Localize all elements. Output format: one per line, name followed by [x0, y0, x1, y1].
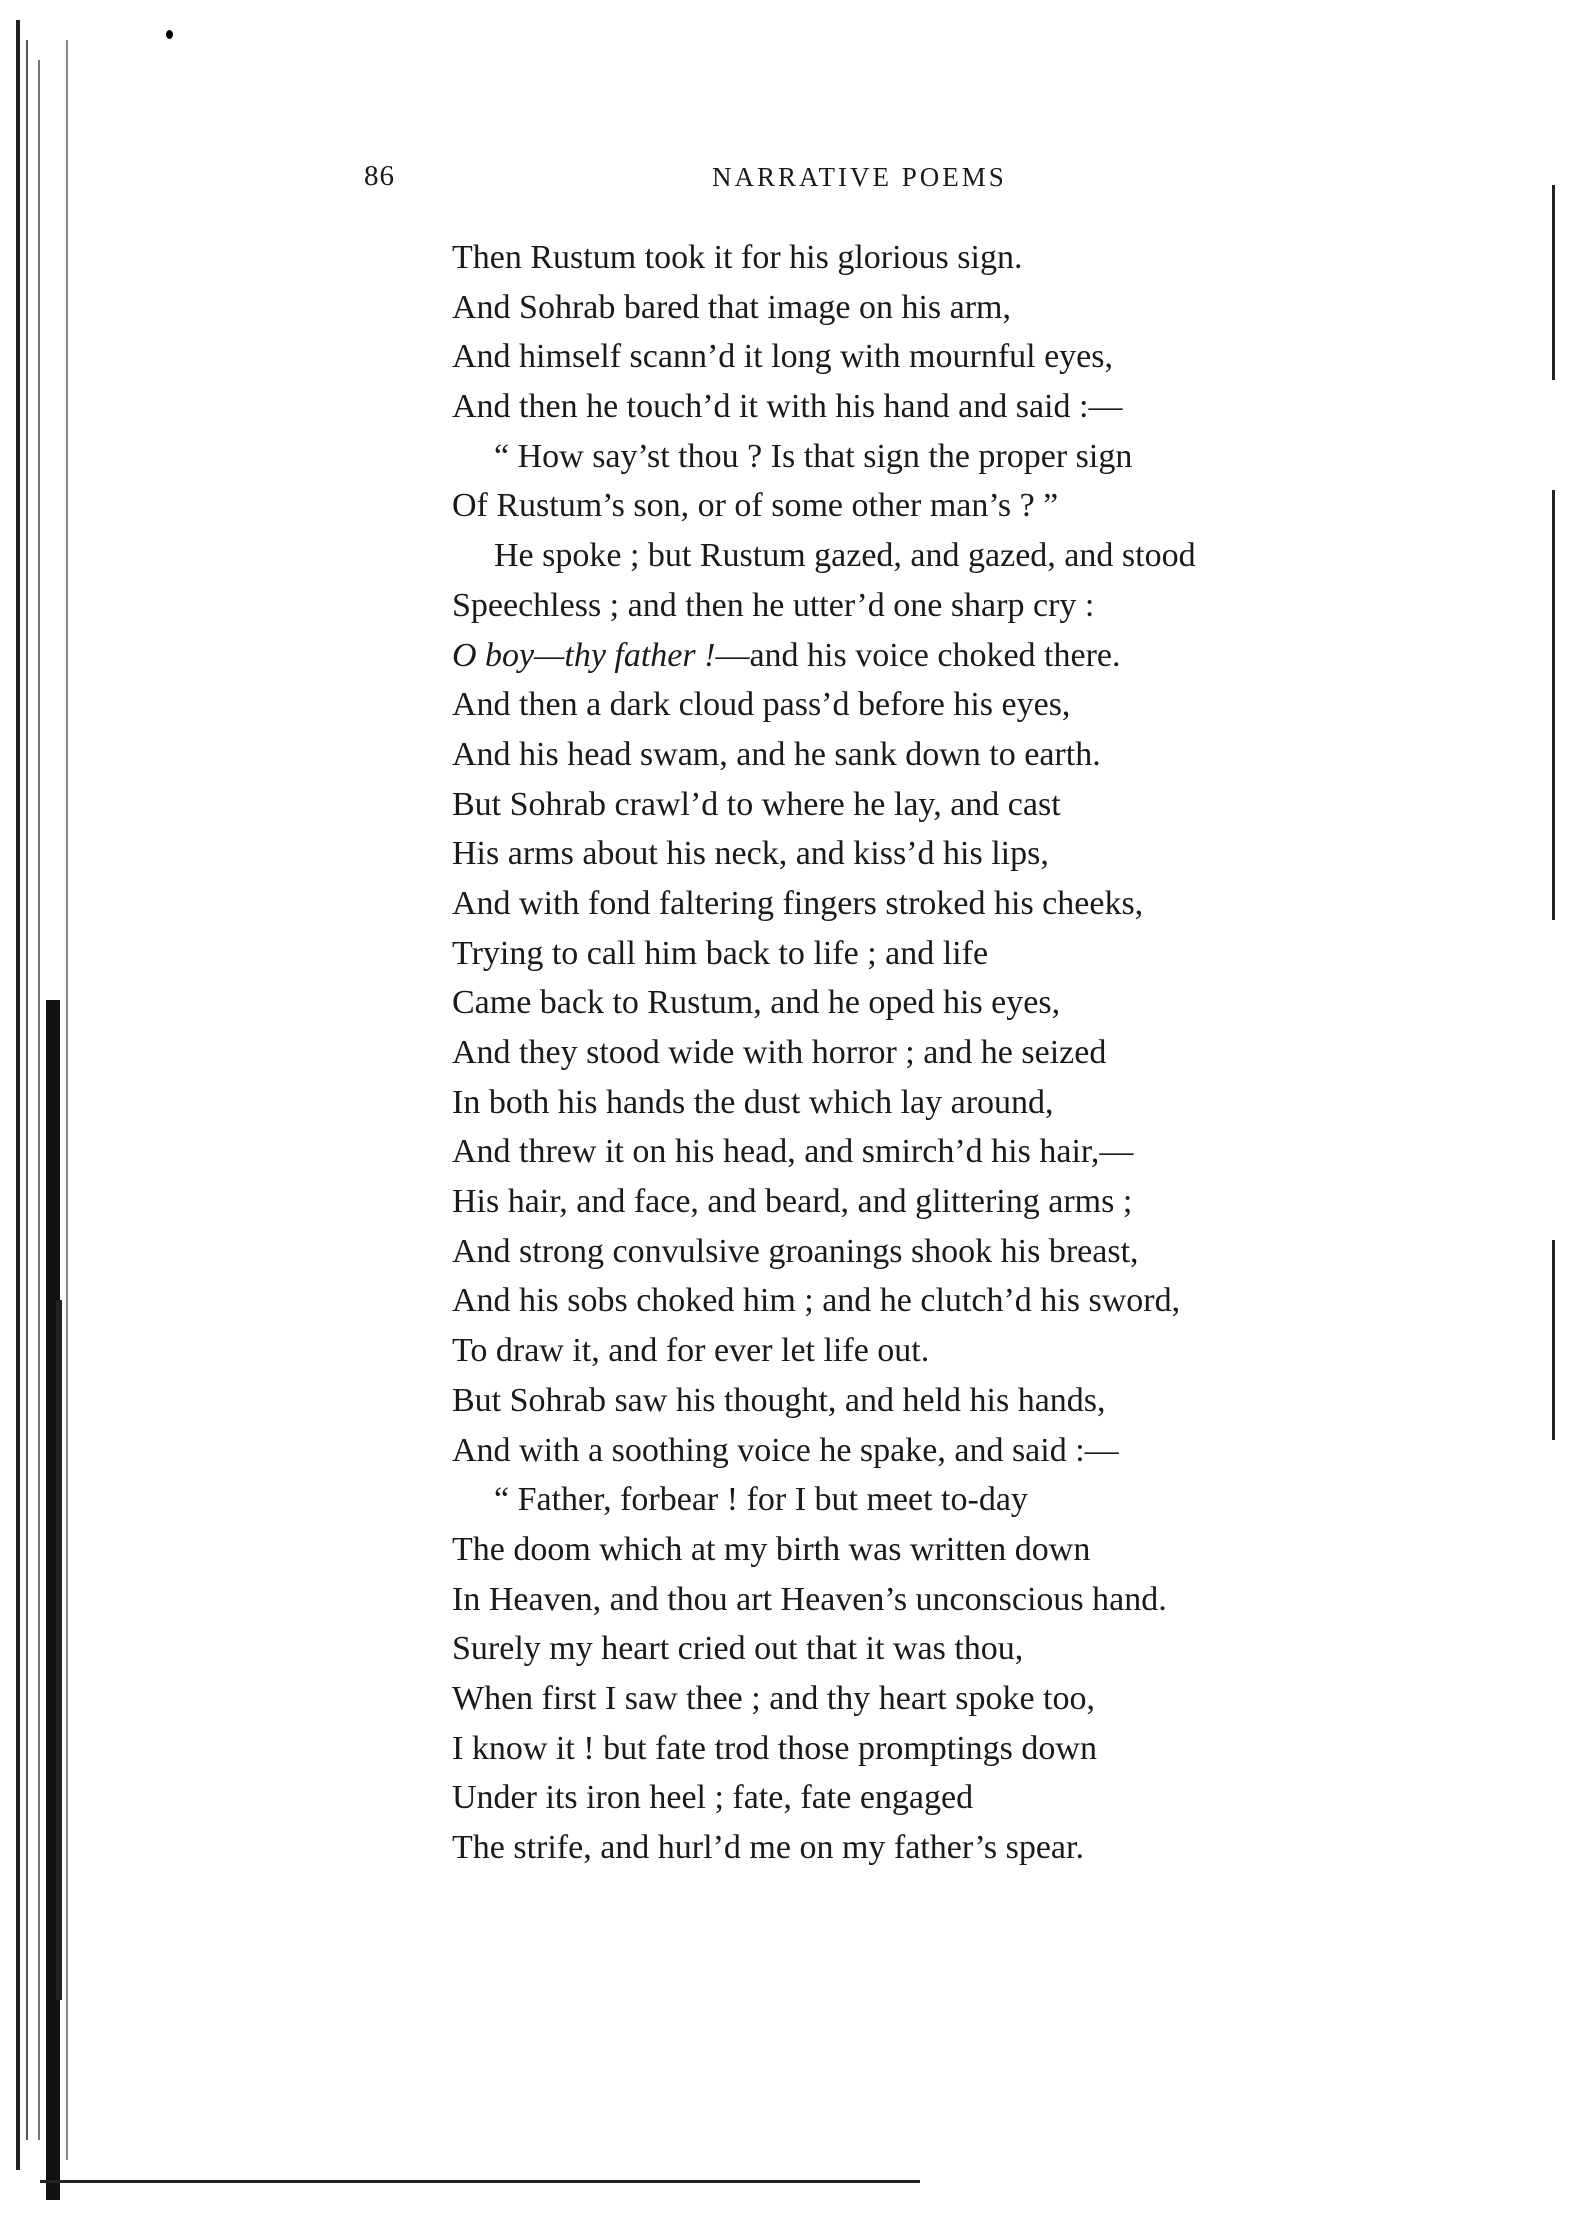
poem-line: Surely my heart cried out that it was thou,: [452, 1630, 1024, 1668]
bottom-edge-line: [40, 2180, 920, 2183]
running-head: NARRATIVE POEMS: [712, 162, 1007, 192]
poem-line: [452, 631, 1452, 681]
poem-line: But Sohrab saw his thought, and held his hands,: [452, 1381, 1106, 1419]
poem-line: And Sohrab bared that image on his arm,: [452, 288, 1011, 326]
poem-line: I know it ! but fate trod those promptings down: [452, 1729, 1097, 1767]
poem-line: Speechless ; and then he utter’d one sharp cry :: [452, 586, 1095, 624]
poem-line: To draw it, and for ever let life out.: [452, 1332, 930, 1370]
poem-line: His arms about his neck, and kiss’d his lips,: [452, 835, 1049, 873]
poem-line: And himself scann’d it long with mournful eyes,: [452, 338, 1114, 376]
poem-line: And then he touch’d it with his hand and said :—: [452, 388, 1123, 426]
poem-text: [452, 233, 1452, 1873]
poem-line: His hair, and face, and beard, and glittering arms ;: [452, 1183, 1133, 1221]
poem-line: Of Rustum’s son, or of some other man’s ? ”: [452, 487, 1059, 525]
poem-line: And with a soothing voice he spake, and said :—: [452, 1431, 1119, 1469]
poem-line: In both his hands the dust which lay around,: [452, 1083, 1054, 1121]
poem-line: Then Rustum took it for his glorious sign.: [452, 239, 1023, 276]
poem-line: And with fond faltering fingers stroked his cheeks,: [452, 884, 1144, 922]
poem-line: And his head swam, and he sank down to earth.: [452, 735, 1101, 773]
margin-mark: [1552, 490, 1555, 920]
poem-line: “ How say’st thou ? Is that sign the proper sign: [494, 437, 1133, 475]
poem-line: When first I saw thee ; and thy heart spoke too,: [452, 1679, 1095, 1717]
poem-line: And they stood wide with horror ; and he seized: [452, 1034, 1107, 1071]
page-binding-edge: [0, 0, 95, 2232]
italic-phrase: O boy—thy father !: [452, 636, 716, 674]
margin-mark: [1552, 185, 1555, 380]
page-number: 86: [364, 160, 395, 192]
page-header: [0, 160, 1584, 200]
poem-line: Under its iron heel ; fate, fate engaged: [452, 1779, 974, 1817]
poem-line: Came back to Rustum, and he oped his eyes,: [452, 984, 1061, 1022]
poem-line: In Heaven, and thou art Heaven’s unconscious hand.: [452, 1580, 1167, 1618]
poem-line: He spoke ; but Rustum gazed, and gazed, and stood: [494, 537, 1196, 575]
poem-line: And then a dark cloud pass’d before his eyes,: [452, 686, 1071, 724]
poem-line: And strong convulsive groanings shook his breast,: [452, 1232, 1139, 1270]
binding-shadow: [38, 60, 40, 2140]
line-remainder: —and his voice choked there.: [715, 636, 1121, 674]
poem-line: “ Father, forbear ! for I but meet to-day: [494, 1481, 1028, 1519]
binding-shadow: [16, 20, 20, 2170]
poem-line: The doom which at my birth was written down: [452, 1530, 1091, 1568]
poem-line: Trying to call him back to life ; and life: [452, 934, 989, 972]
poem-line: And his sobs choked him ; and he clutch’d his sword,: [452, 1282, 1181, 1320]
poem-line: The strife, and hurl’d me on my father’s spear.: [452, 1829, 1084, 1866]
binding-shadow: [26, 40, 28, 2140]
ink-speck: [166, 30, 173, 39]
binding-shadow: [66, 40, 68, 2160]
margin-mark: [1552, 1240, 1555, 1440]
poem-line: And threw it on his head, and smirch’d his hair,—: [452, 1133, 1134, 1171]
binding-shadow: [56, 1300, 62, 2000]
poem-line: But Sohrab crawl’d to where he lay, and cast: [452, 785, 1061, 823]
